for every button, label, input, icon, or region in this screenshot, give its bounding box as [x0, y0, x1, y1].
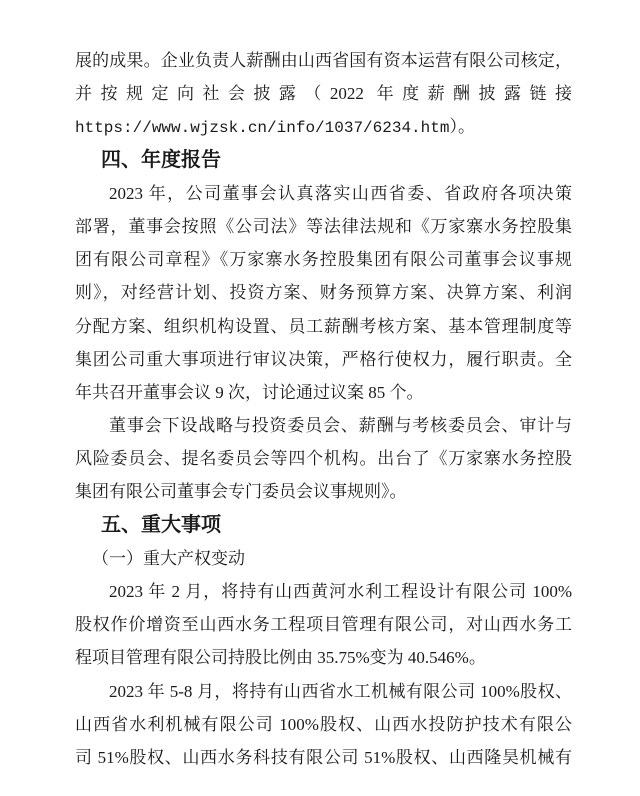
text-block	[75, 44, 572, 774]
text-line: 2023 年 5-8 月，将持有山西省水工机械有限公司 100%股权、	[109, 681, 572, 701]
text-line: 年共召开董事会议 9 次，讨论通过议案 85 个。	[75, 382, 424, 402]
text-line: 2023 年，公司董事会认真落实山西省委、省政府各项决策	[109, 183, 572, 203]
url-suffix: ）。	[449, 117, 475, 137]
text-line: 则》，对经营计划、投资方案、财务预算方案、决算方案、利润	[75, 283, 572, 303]
text-line: 山西省水利机械有限公司 100%股权、山西水投防护技术有限公	[75, 714, 572, 734]
text-line: 2023 年 2 月，将持有山西黄河水利工程设计有限公司 100%	[109, 582, 572, 601]
text-line: 股权作价增资至山西水务工程项目管理有限公司，对山西水务工	[75, 615, 572, 635]
heading-major-events: 五、重大事项	[101, 513, 221, 536]
text-line: 集团有限公司董事会专门委员会议事规则》。	[75, 482, 407, 502]
text-line: 董事会下设战略与投资委员会、薪酬与考核委员会、审计与	[109, 416, 572, 436]
text-line: 部署，董事会按照《公司法》等法律法规和《万家寨水务控股集	[75, 216, 572, 236]
text-line: 分配方案、组织机构设置、员工薪酬考核方案、基本管理制度等	[75, 316, 572, 336]
text-line: 风险委员会、提名委员会等四个机构。出台了《万家寨水务控股	[75, 449, 572, 469]
text-line: 集团公司重大事项进行审议决策，严格行使权力，履行职责。全	[75, 349, 572, 369]
text-line: 程项目管理有限公司持股比例由 35.75%变为 40.546%。	[75, 648, 486, 668]
heading-annual-report: 四、年度报告	[101, 148, 221, 171]
subheading-property-changes: （一）重大产权变动	[92, 548, 245, 568]
text-line-url	[75, 110, 572, 143]
text-line: 并按规定向社会披露（2022 年度薪酬披露链接	[75, 84, 572, 104]
text-line: 展的成果。企业负责人薪酬由山西省国有资本运营有限公司核定，	[75, 51, 572, 70]
text-line: 司 51%股权、山西水务科技有限公司 51%股权、山西隆昊机械有	[75, 747, 572, 767]
url-text: https://www.wjzsk.cn/info/1037/6234.htm	[75, 119, 450, 138]
text-line: 团有限公司章程》《万家寨水务控股集团有限公司董事会议事规	[75, 250, 572, 270]
